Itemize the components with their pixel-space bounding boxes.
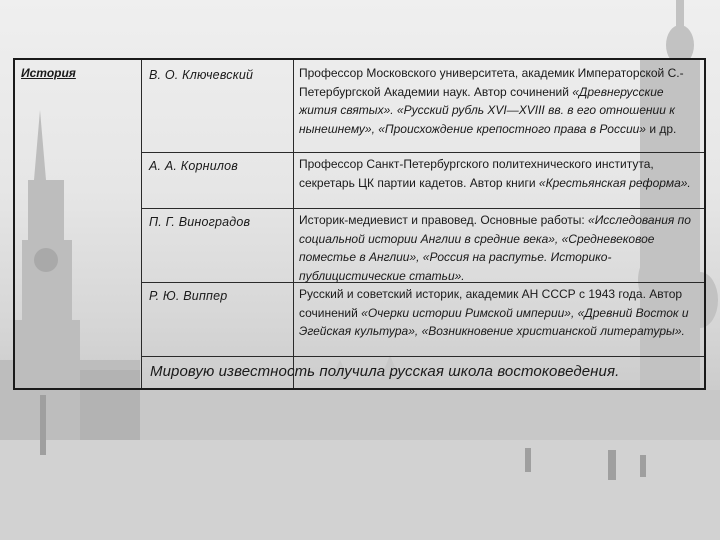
description-works: «Очерки истории Римской империи», «Древний Восток и Эгейская культура», «Возникновение христианской литературы». — [299, 305, 689, 338]
description-works: «Исследования по социальной истории Англии в средние века», «Средневековое поместье в Англии», «Россия на распутье. Историко-публицистические статьи». — [299, 213, 691, 283]
description-text: Историк-медиевист и правовед. Основные работы: — [299, 213, 589, 227]
row-divider — [141, 152, 704, 153]
column-divider — [141, 60, 142, 388]
historian-name: А. А. Корнилов — [149, 159, 238, 173]
historians-table — [13, 58, 706, 390]
description-works: «Крестьянская реформа». — [538, 175, 691, 190]
historian-description — [299, 155, 699, 192]
description-tail: и др. — [645, 121, 677, 136]
column-divider — [293, 60, 294, 388]
historian-name: П. Г. Виноградов — [149, 215, 251, 229]
row-divider — [141, 208, 704, 209]
subject-label: История — [21, 66, 76, 80]
description-text: Русский и советский историк, академик АН СССР с 1943 года. Автор сочинений — [299, 287, 683, 320]
description-text: Профессор Санкт-Петербургского политехнического института, секретарь ЦК партии кадетов. Автор книги — [299, 157, 654, 190]
historian-name: Р. Ю. Виппер — [149, 289, 228, 303]
footer-statement: Мировую известность получила русская школа востоковедения. — [150, 363, 620, 380]
description-text: Профессор Московского университета, академик Императорской С.-Петербургской Академии наук. Автор сочинений — [299, 66, 684, 99]
description-works: «Древнерусские жития святых». «Русский рубль XVI—XVIII вв. в его отношении к нынешнему», «Происхождение крепостного права в России» — [299, 84, 675, 136]
historian-description — [299, 285, 699, 341]
historian-description — [299, 211, 699, 285]
historian-description — [299, 64, 699, 138]
historian-name: В. О. Ключевский — [149, 68, 254, 82]
row-divider — [141, 356, 704, 357]
